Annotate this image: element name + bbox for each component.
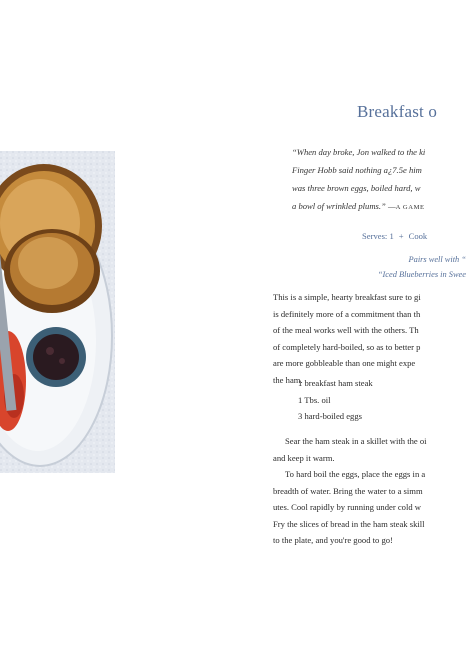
- pairs-well-with: [326, 252, 466, 282]
- method-line: Fry the slices of bread in the ham steak skill: [273, 518, 425, 529]
- epigraph-line: [292, 197, 452, 217]
- ingredient-item: 3 hard-boiled eggs: [298, 411, 362, 421]
- intro-line: of the meal works well with the others. Th: [273, 325, 419, 335]
- breakfast-photo: [0, 151, 115, 473]
- intro-paragraph: [273, 289, 443, 388]
- method-line: breadth of water. Bring the water to a simm: [273, 485, 423, 496]
- pairs-line: Pairs well with “: [408, 255, 466, 264]
- cook-label: Cook: [408, 231, 428, 241]
- method-paragraph: [273, 433, 443, 549]
- serves-separator: +: [398, 231, 404, 241]
- intro-line: is definitely more of a commitment than th: [273, 308, 421, 319]
- intro-line: the ham.: [273, 374, 303, 385]
- serves-info: [362, 231, 427, 241]
- epigraph-line: was three brown eggs, boiled hard, w: [292, 183, 421, 193]
- method-line: utes. Cool rapidly by running under cold w: [273, 502, 421, 512]
- method-line: To hard boil the eggs, place the eggs in a: [285, 469, 426, 479]
- serves-label: Serves: 1: [362, 231, 394, 241]
- epigraph-line: Finger Hobb said nothing a¿7.5e him: [292, 165, 422, 175]
- epigraph-attribution: A GAME: [395, 204, 425, 211]
- ingredient-item: 1 breakfast ham steak: [298, 378, 373, 388]
- method-line: to the plate, and you're good to go!: [273, 535, 393, 545]
- ingredient-list: [298, 375, 373, 425]
- recipe-title: Breakfast o: [357, 102, 438, 121]
- intro-line: are more gobbleable than one might expe: [273, 358, 416, 368]
- ingredient-item: 1 Tbs. oil: [298, 394, 331, 405]
- intro-line: of completely hard-boiled, so as to better p: [273, 341, 421, 352]
- method-line: and keep it warm.: [273, 452, 335, 463]
- intro-line: This is a simple, hearty breakfast sure to gi: [273, 292, 421, 302]
- epigraph-last-text: a bowl of wrinkled plums.” —: [292, 201, 396, 211]
- pairs-line: “Iced Blueberries in Swee: [377, 270, 466, 279]
- method-line: Sear the ham steak in a skillet with the oi: [285, 436, 427, 446]
- breakfast-photo-illustration: [0, 151, 115, 473]
- epigraph-line: “When day broke, Jon walked to the ki: [292, 147, 426, 157]
- epigraph-quote: [292, 143, 452, 217]
